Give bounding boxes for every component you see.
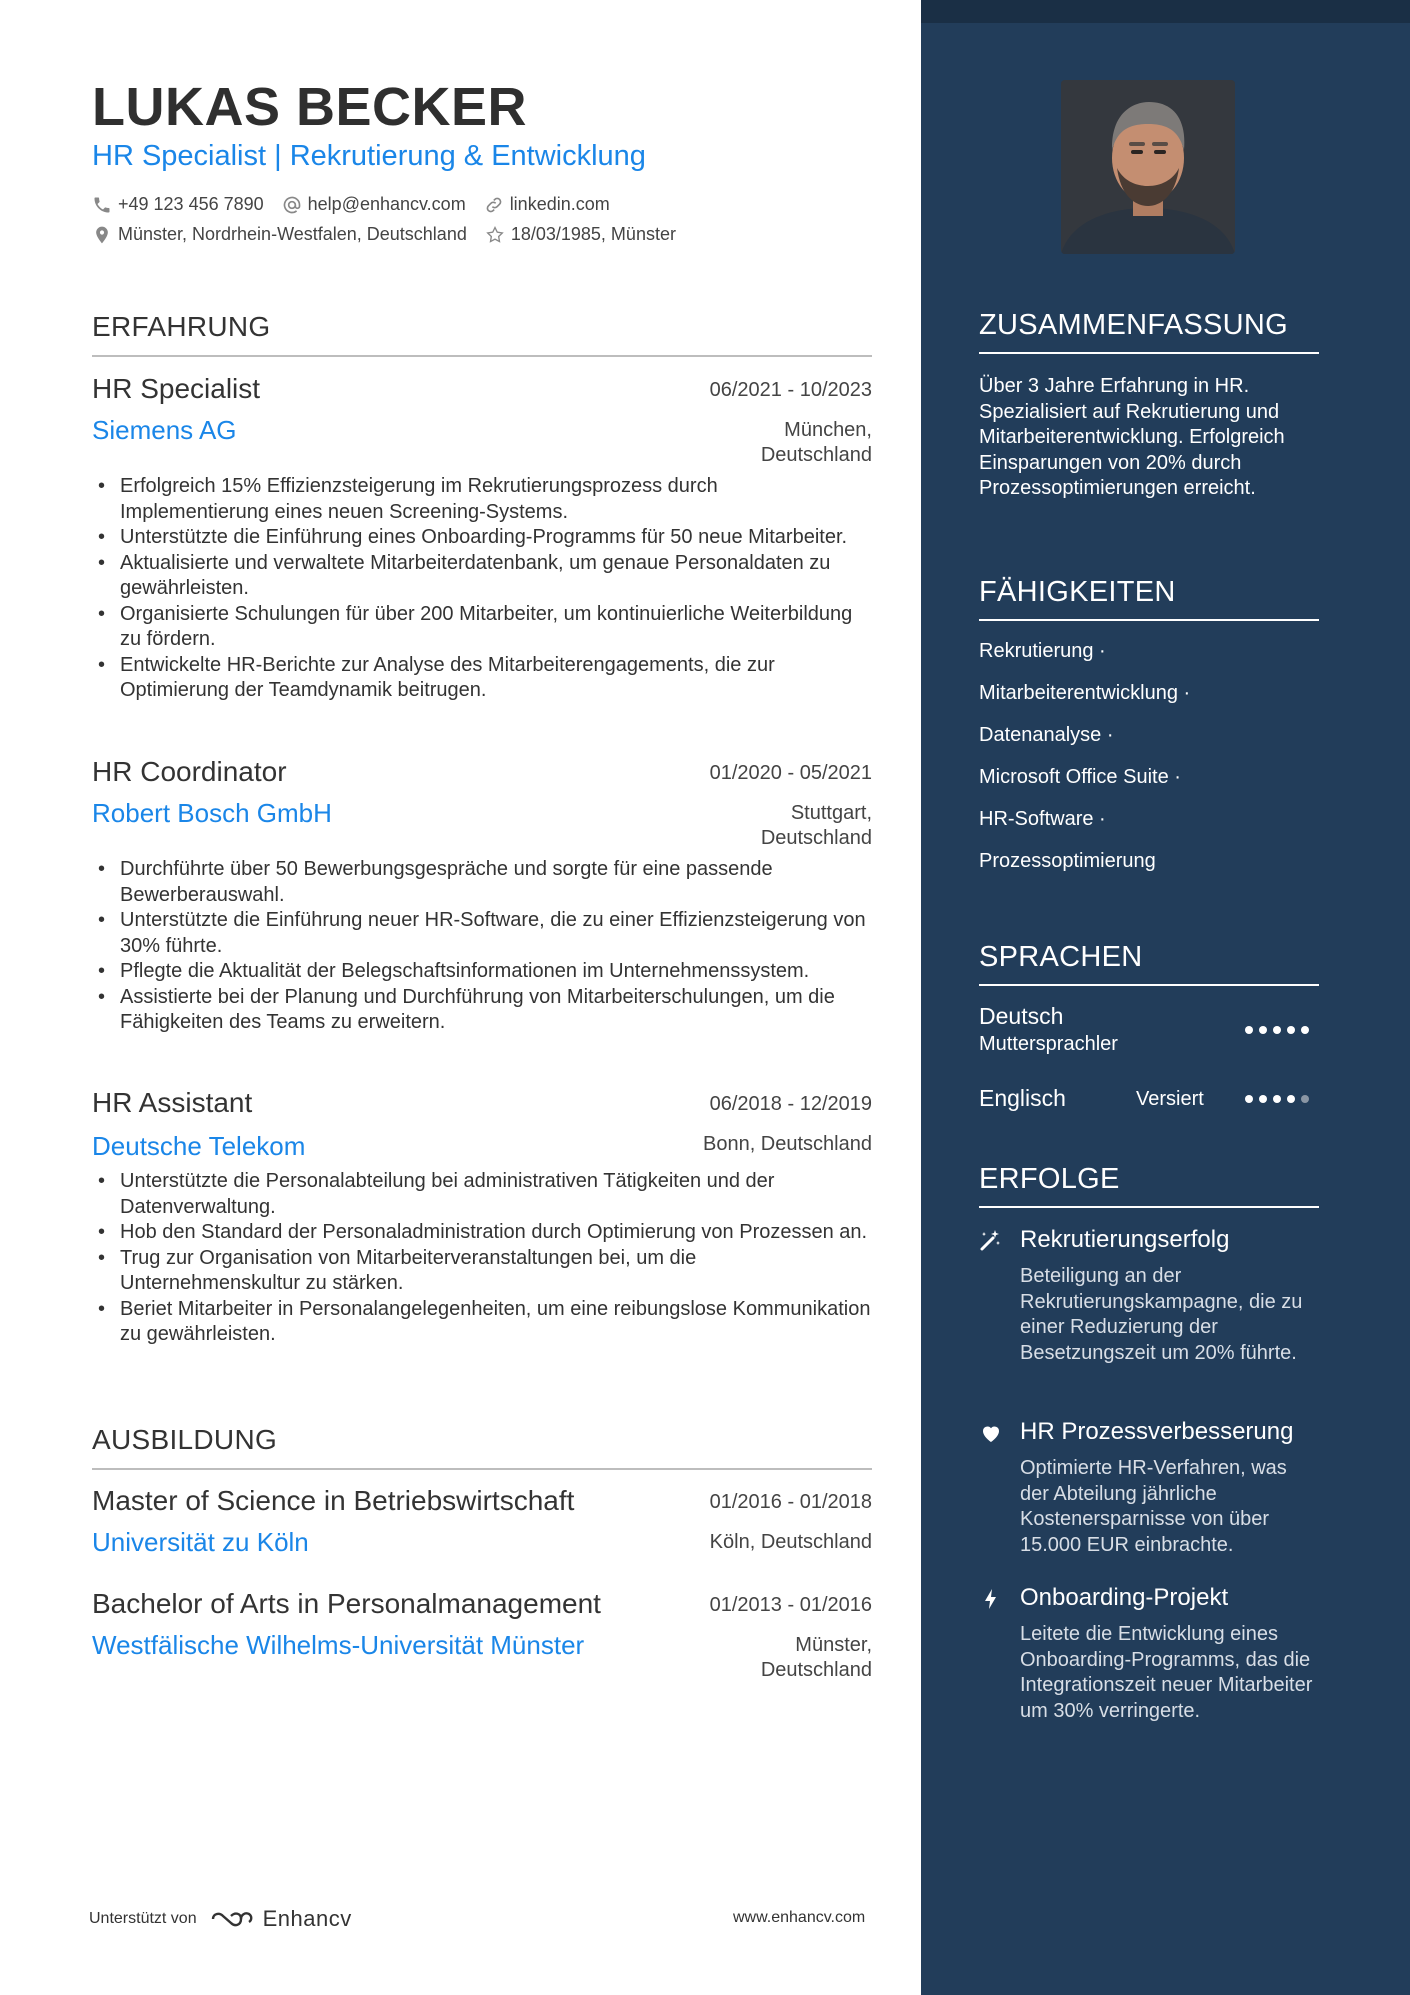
- job-entry: [92, 1087, 872, 1345]
- job-location: [761, 801, 872, 851]
- candidate-name: LUKAS BECKER: [92, 77, 528, 137]
- job-location-line2: Deutschland: [760, 444, 872, 466]
- job-company: Deutsche Telekom: [92, 1131, 306, 1161]
- enhancv-logo-icon: [209, 1907, 255, 1931]
- education-school: Westfälische Wilhelms-Universität Münster: [92, 1630, 585, 1660]
- education-school: Universität zu Köln: [92, 1527, 309, 1557]
- job-bullet: • Trug zur Organisation von Mitarbeiterveranstaltungen bei, um die Unternehmenskultur zu stärken.: [92, 1246, 872, 1297]
- education-location-line1: Köln, Deutschland: [709, 1531, 872, 1553]
- education-date: 01/2013 - 01/2016: [709, 1594, 872, 1616]
- job-title: HR Assistant: [92, 1087, 253, 1118]
- link-icon: [484, 195, 504, 215]
- lightning-icon: [979, 1587, 1003, 1611]
- education-degree: Master of Science in Betriebswirtschaft: [92, 1485, 575, 1516]
- location-contact: [92, 224, 467, 245]
- location-pin-icon: [92, 225, 112, 245]
- phone-contact[interactable]: [92, 194, 264, 215]
- job-location-line2: Deutschland: [760, 827, 872, 849]
- job-bullet: • Beriet Mitarbeiter in Personalangelegenheiten, um eine reibungslose Kommunikation zu gewährleisten.: [92, 1297, 872, 1348]
- job-bullet: • Hob den Standard der Personaladministration durch Optimierung von Prozessen an.: [92, 1220, 872, 1246]
- achievements-section-title: ERFOLGE: [979, 1163, 1319, 1208]
- enhancv-logo[interactable]: [209, 1906, 352, 1932]
- star-icon: [485, 225, 505, 245]
- job-bullet: • Unterstützte die Einführung neuer HR-Software, die zu einer Effizienzsteigerung von 30% führte.: [92, 908, 872, 959]
- job-bullet: • Aktualisierte und verwaltete Mitarbeiterdatenbank, um genaue Personaldaten zu gewährleisten.: [92, 551, 872, 602]
- contact-row-2: [92, 224, 694, 245]
- achievement-text: Beteiligung an der Rekrutierungskampagne, die zu einer Reduzierung der Besetzungszeit um 20% führte.: [1020, 1265, 1303, 1364]
- education-degree: Bachelor of Arts in Personalmanagement: [92, 1588, 601, 1619]
- rating-dot-filled: [1273, 1095, 1281, 1103]
- education-location: [761, 1633, 872, 1683]
- job-entry: [92, 756, 872, 1033]
- skills-section-title: FÄHIGKEITEN: [979, 576, 1319, 621]
- achievement-title: Onboarding-Projekt: [1020, 1584, 1229, 1611]
- rating-dot-filled: [1287, 1026, 1295, 1034]
- language-rating: [1245, 1095, 1315, 1103]
- footer-powered-text: Unterstützt von: [89, 1910, 197, 1927]
- rating-dot-filled: [1245, 1026, 1253, 1034]
- achievement-text: Leitete die Entwicklung eines Onboarding-Programms, das die Integrationszeit neuer Mitarbeiter um 30% verringerte.: [1020, 1623, 1313, 1722]
- job-company: Robert Bosch GmbH: [92, 798, 332, 828]
- phone-icon: [92, 195, 112, 215]
- achievement-title: Rekrutierungserfolg: [1020, 1226, 1230, 1253]
- education-entry: [92, 1588, 872, 1681]
- footer-url[interactable]: www.enhancv.com: [733, 1909, 866, 1926]
- language-name: Englisch: [979, 1085, 1066, 1111]
- language-name: Deutsch: [979, 1003, 1064, 1029]
- sidebar-top-bar: [921, 0, 1410, 23]
- job-title: HR Coordinator: [92, 756, 287, 787]
- profile-photo-image: [1061, 80, 1235, 254]
- job-bullets: [92, 1169, 872, 1348]
- job-title: HR Specialist: [92, 373, 261, 404]
- profile-photo: [1061, 80, 1235, 254]
- job-bullet: • Organisierte Schulungen für über 200 Mitarbeiter, um kontinuierliche Weiterbildung zu fördern.: [92, 602, 872, 653]
- job-entry: [92, 373, 872, 701]
- contact-row-1: [92, 194, 628, 215]
- job-location: [761, 418, 872, 468]
- phone-text: +49 123 456 7890: [118, 194, 264, 214]
- education-location-line1: Münster,: [795, 1634, 872, 1656]
- job-company: Siemens AG: [92, 415, 237, 445]
- job-bullets: [92, 474, 872, 704]
- job-bullet: • Unterstützte die Personalabteilung bei administrativen Tätigkeiten und der Datenverwaltung.: [92, 1169, 872, 1220]
- education-section-title: AUSBILDUNG: [92, 1424, 872, 1470]
- rating-dot-empty: [1301, 1095, 1309, 1103]
- magic-wand-icon: [979, 1228, 1003, 1252]
- skill-item: Mitarbeiterentwicklung ·: [979, 682, 1191, 704]
- job-bullet: • Entwickelte HR-Berichte zur Analyse des Mitarbeiterengagements, die zur Optimierung der Teamdynamik beitrugen.: [92, 653, 872, 704]
- job-bullets: [92, 857, 872, 1036]
- birth-contact: [485, 224, 676, 245]
- achievement-text: Optimierte HR-Verfahren, was der Abteilung jährliche Kostenersparnisse von über 15.000 EUR einbrachte.: [1020, 1457, 1287, 1556]
- summary-section-title: ZUSAMMENFASSUNG: [979, 309, 1319, 354]
- skill-item: Rekrutierung ·: [979, 640, 1106, 662]
- job-bullet: • Unterstützte die Einführung eines Onboarding-Programms für 50 neue Mitarbeiter.: [92, 525, 872, 551]
- skill-item: HR-Software ·: [979, 808, 1106, 830]
- job-date: 06/2021 - 10/2023: [709, 379, 872, 401]
- location-text: Münster, Nordrhein-Westfalen, Deutschland: [118, 224, 467, 244]
- enhancv-logo-text: Enhancv: [262, 1906, 352, 1931]
- skill-item: Prozessoptimierung: [979, 850, 1156, 872]
- education-entry: [92, 1485, 872, 1557]
- skill-item: Datenanalyse ·: [979, 724, 1114, 746]
- rating-dot-filled: [1245, 1095, 1253, 1103]
- job-bullet: • Assistierte bei der Planung und Durchführung von Mitarbeiterschulungen, um die Fähigkeiten des Teams zu erweitern.: [92, 985, 872, 1036]
- job-date: 01/2020 - 05/2021: [709, 762, 872, 784]
- job-location-line1: München,: [784, 419, 872, 441]
- job-bullet: • Erfolgreich 15% Effizienzsteigerung im Rekrutierungsprozess durch Implementierung eines neuen Screening-Systems.: [92, 474, 872, 525]
- rating-dot-filled: [1259, 1095, 1267, 1103]
- birth-text: 18/03/1985, Münster: [510, 224, 676, 244]
- footer-powered-by: [89, 1906, 352, 1932]
- job-bullet: • Durchführte über 50 Bewerbungsgespräche und sorgte für eine passende Bewerberauswahl.: [92, 857, 872, 908]
- rating-dot-filled: [1287, 1095, 1295, 1103]
- summary-text: Über 3 Jahre Erfahrung in HR. Spezialisiert auf Rekrutierung und Mitarbeiterentwicklung. Erfolgreich Einsparungen von 20% durch Prozessoptimierungen erreicht.: [979, 375, 1285, 499]
- education-location-line2: Deutschland: [760, 1659, 872, 1681]
- heart-icon: [979, 1421, 1003, 1445]
- linkedin-text: linkedin.com: [509, 194, 610, 214]
- experience-section-title: ERFAHRUNG: [92, 311, 872, 357]
- job-location-line1: Stuttgart,: [790, 802, 872, 824]
- candidate-headline: HR Specialist | Rekrutierung & Entwicklung: [92, 140, 646, 172]
- language-level: Muttersprachler: [979, 1033, 1118, 1055]
- linkedin-contact[interactable]: [484, 194, 610, 215]
- job-date: 06/2018 - 12/2019: [709, 1093, 872, 1115]
- achievement-title: HR Prozessverbesserung: [1020, 1418, 1294, 1445]
- language-level: Versiert: [1136, 1088, 1204, 1110]
- rating-dot-filled: [1259, 1026, 1267, 1034]
- job-location: [703, 1132, 872, 1157]
- rating-dot-filled: [1301, 1026, 1309, 1034]
- languages-section-title: SPRACHEN: [979, 941, 1319, 986]
- email-text: help@enhancv.com: [307, 194, 466, 214]
- rating-dot-filled: [1273, 1026, 1281, 1034]
- education-date: 01/2016 - 01/2018: [709, 1491, 872, 1513]
- email-contact[interactable]: [282, 194, 466, 215]
- job-bullet: • Pflegte die Aktualität der Belegschaftsinformationen im Unternehmenssystem.: [92, 959, 872, 985]
- education-location: [710, 1530, 872, 1555]
- skill-item: Microsoft Office Suite ·: [979, 766, 1181, 788]
- language-rating: [1245, 1026, 1315, 1034]
- job-location-line1: Bonn, Deutschland: [702, 1133, 872, 1155]
- at-icon: [282, 195, 302, 215]
